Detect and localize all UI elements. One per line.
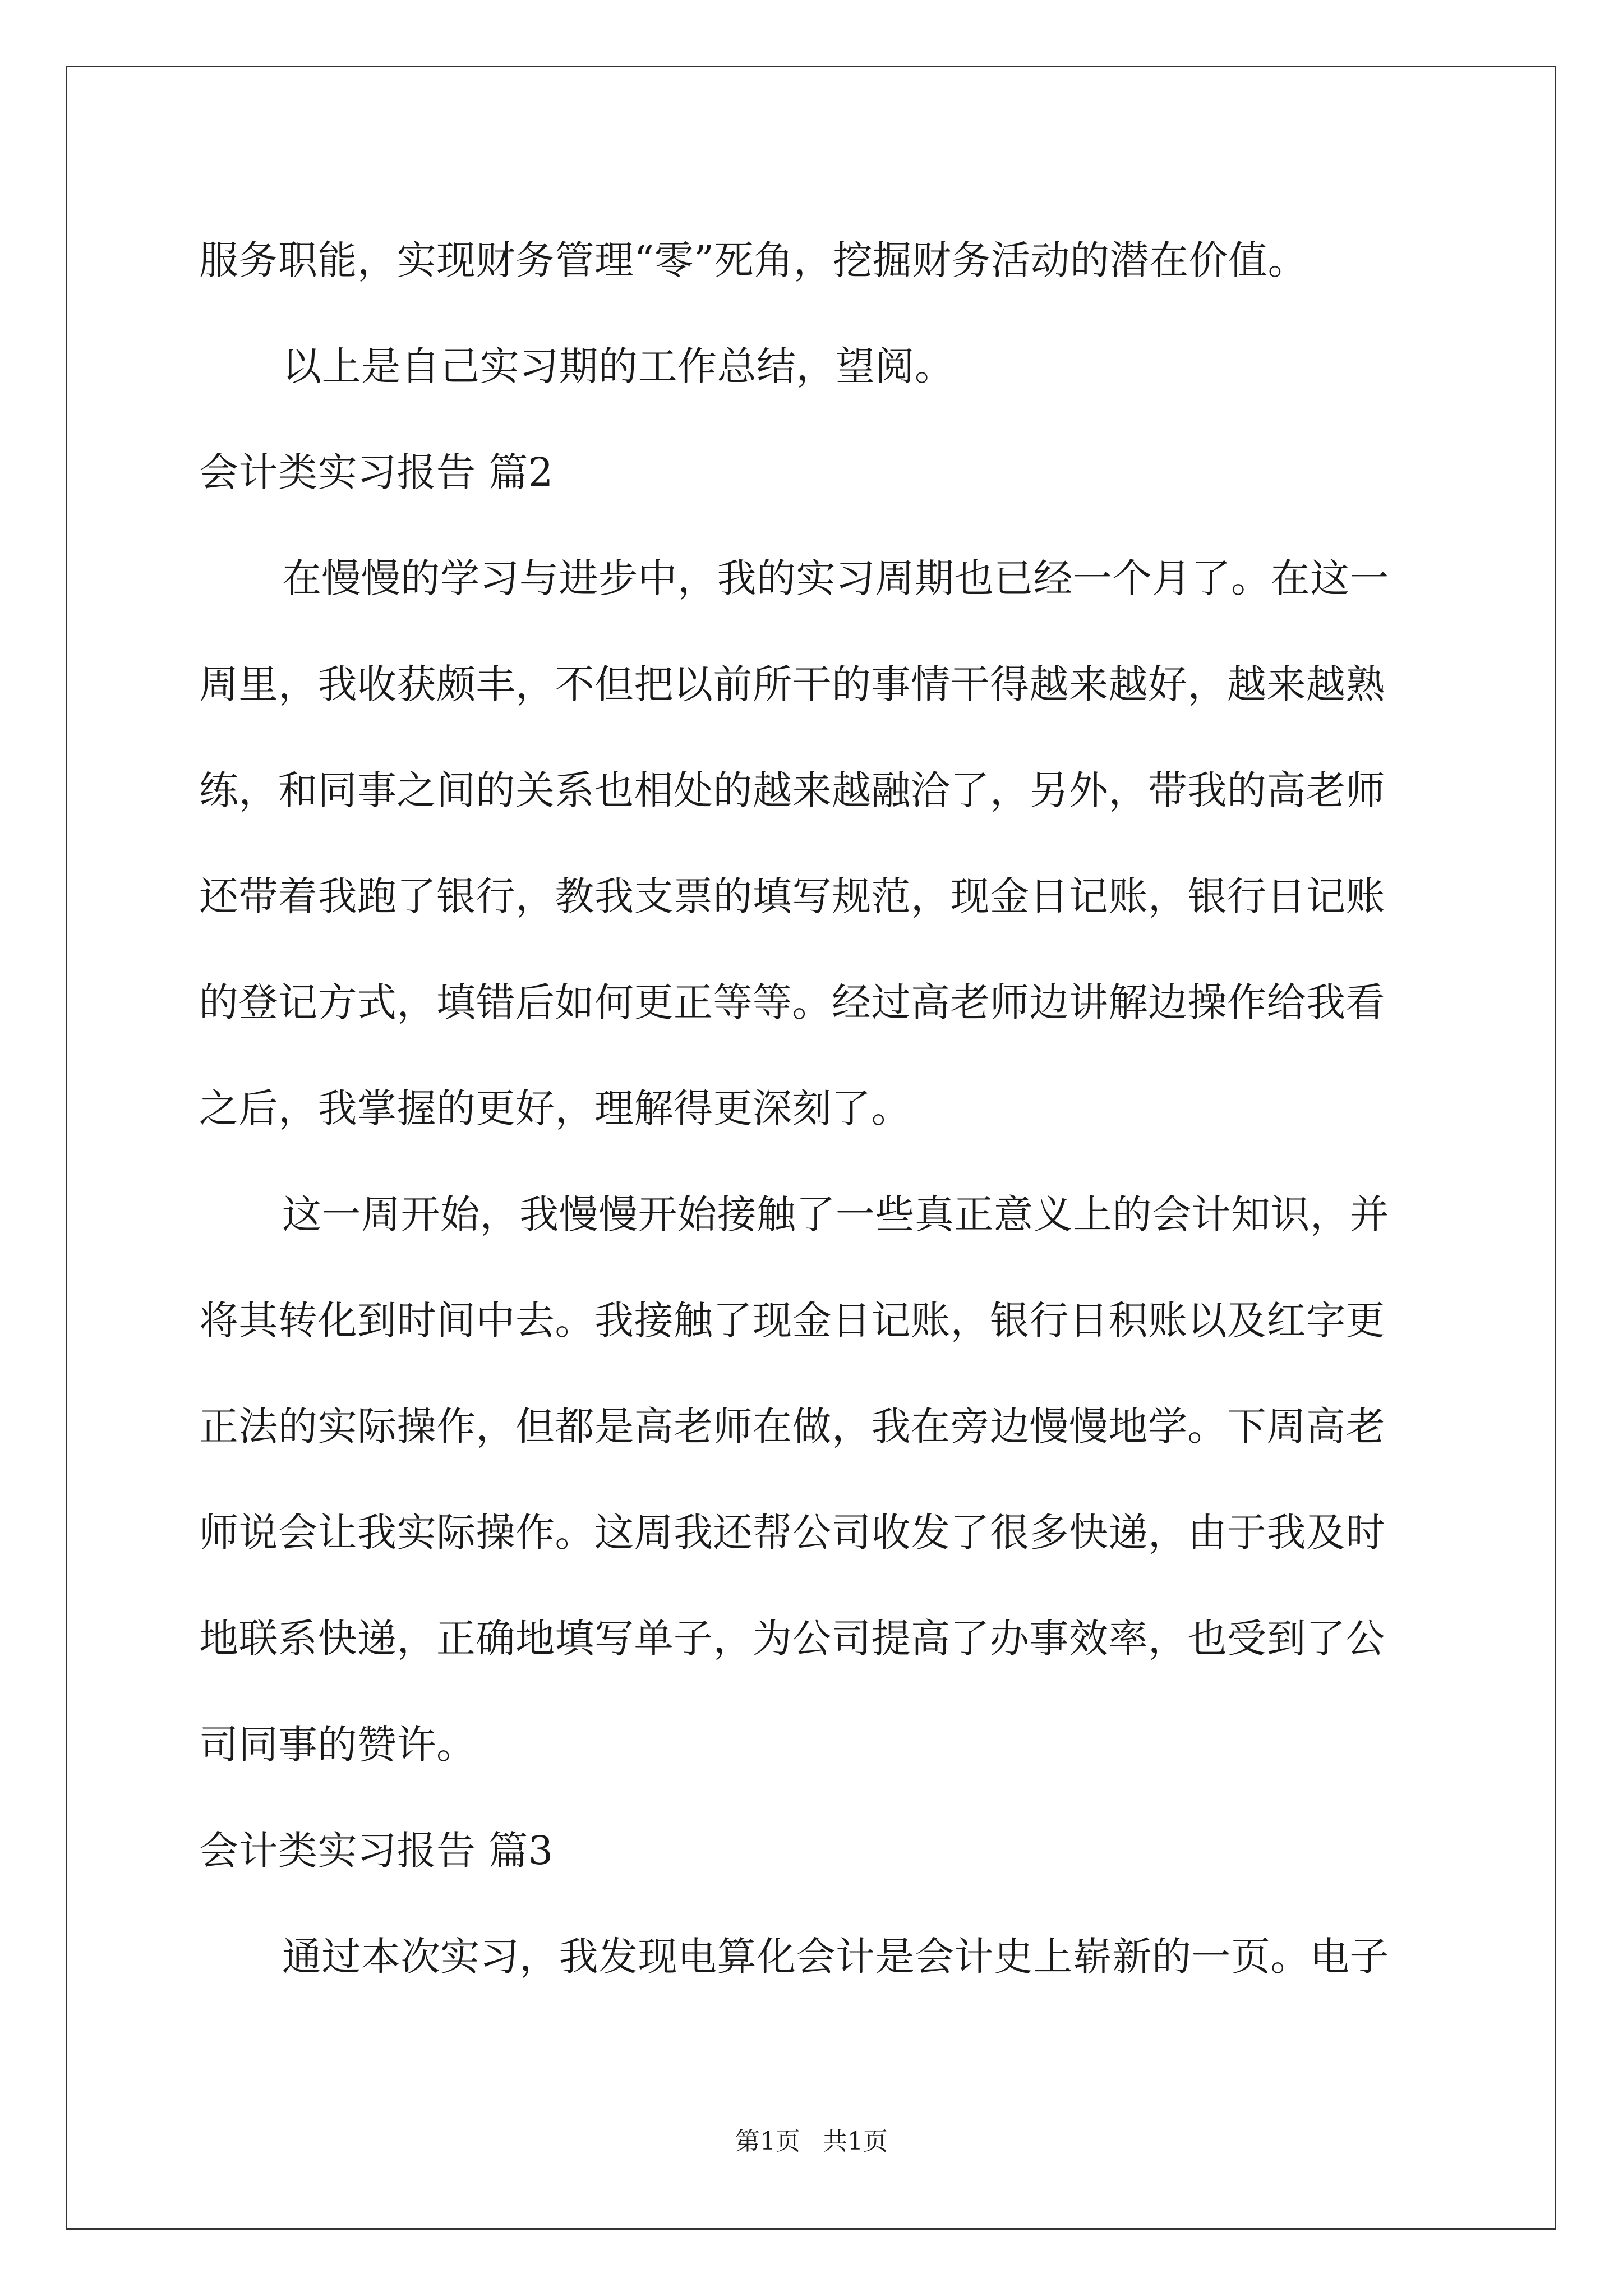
body-line: 这一周开始，我慢慢开始接触了一些真正意义上的会计知识，并 <box>282 1191 1389 1237</box>
body-line: 正法的实际操作，但都是高老师在做，我在旁边慢慢地学。下周高老 <box>199 1404 1385 1450</box>
body-line: 还带着我跑了银行，教我支票的填写规范，现金日记账，银行日记账 <box>199 873 1385 919</box>
body-line: 之后，我掌握的更好，理解得更深刻了。 <box>199 1085 911 1131</box>
body-line: 的登记方式，填错后如何更正等等。经过高老师边讲解边操作给我看 <box>199 979 1385 1025</box>
page-footer <box>0 2125 1623 2159</box>
body-line: 通过本次实习，我发现电算化会计是会计史上崭新的一页。电子 <box>282 1934 1389 1980</box>
body-line: 以上是自己实习期的工作总结，望阅。 <box>282 343 955 389</box>
document-body <box>199 208 1433 2010</box>
body-line: 司同事的赞许。 <box>199 1722 476 1768</box>
body-line: 练，和同事之间的关系也相处的越来越融洽了，另外，带我的高老师 <box>199 767 1385 813</box>
body-line: 地联系快递，正确地填写单子，为公司提高了办事效率，也受到了公 <box>199 1616 1385 1662</box>
body-line: 师说会让我实际操作。这周我还帮公司收发了很多快递，由于我及时 <box>199 1510 1385 1556</box>
page-number-current: 第1页 <box>735 2127 800 2156</box>
body-line: 周里，我收获颇丰，不但把以前所干的事情干得越来越好，越来越熟 <box>199 661 1385 707</box>
body-line: 服务职能，实现财务管理“零”死角，挖掘财务活动的潜在价值。 <box>199 237 1308 283</box>
section-heading: 会计类实习报告 篇2 <box>199 449 554 495</box>
page-number-total: 共1页 <box>823 2127 888 2156</box>
body-line: 将其转化到时间中去。我接触了现金日记账，银行日积账以及红字更 <box>199 1297 1385 1343</box>
body-line: 在慢慢的学习与进步中，我的实习周期也已经一个月了。在这一 <box>282 555 1389 601</box>
section-heading: 会计类实习报告 篇3 <box>199 1828 554 1874</box>
